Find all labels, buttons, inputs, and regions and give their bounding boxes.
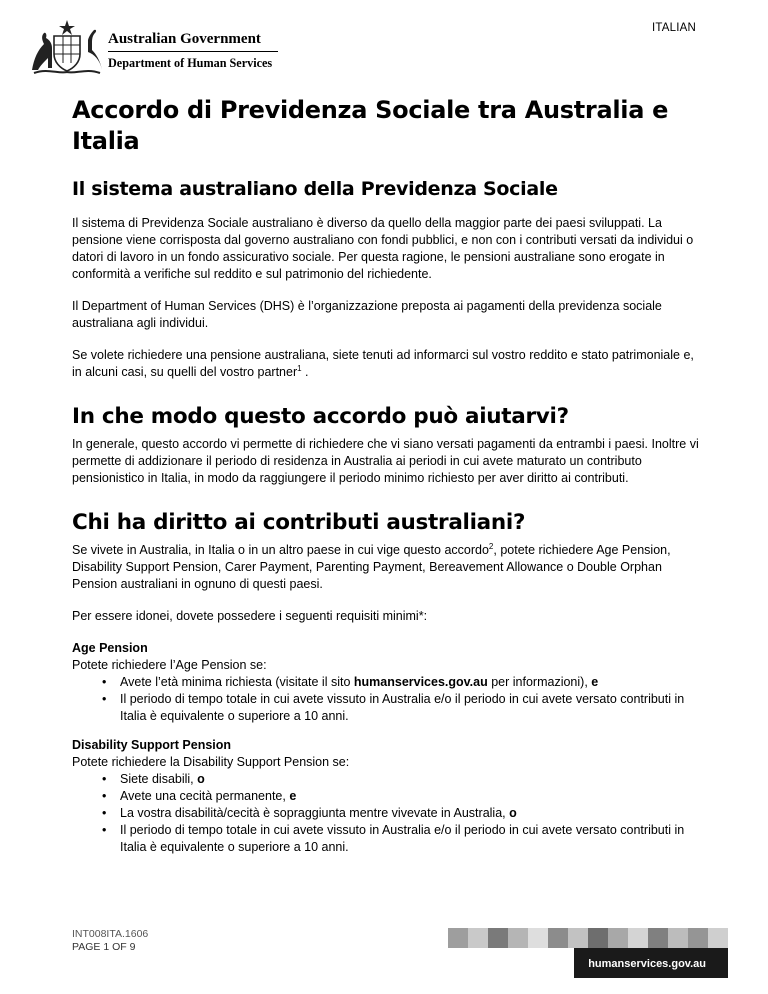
commonwealth-coat-of-arms-icon xyxy=(28,18,106,76)
paragraph xyxy=(72,347,700,381)
grey-tile xyxy=(488,928,508,948)
paragraph: In generale, questo accordo vi permette di richiedere che vi siano versati pagamenti da entrambi i paesi. Inoltre vi permette di addizionare il periodo di residenza in Australia ai periodi in cui avete maturato un contributo pensionistico in Italia, in modo da raggiungere il periodo minimo richiesto per aver diritto ai contributi. xyxy=(72,437,699,485)
paragraph-text: Se vivete in Australia, in Italia o in un altro paese in cui vige questo accordo xyxy=(72,543,489,557)
grey-tile xyxy=(708,928,728,948)
list-item-text: per informazioni), xyxy=(487,675,592,689)
list-item xyxy=(102,788,700,805)
document-body xyxy=(72,95,700,868)
grey-tile xyxy=(608,928,628,948)
paragraph: Il Department of Human Services (DHS) è l’organizzazione preposta ai pagamenti della previdenza sociale australiana agli individui. xyxy=(72,299,662,330)
list-item xyxy=(102,674,700,691)
grey-tile-strip xyxy=(448,928,728,948)
grey-tile xyxy=(668,928,688,948)
document-title: Accordo di Previdenza Sociale tra Australia e Italia xyxy=(72,96,669,155)
subheading-age-pension: Age Pension xyxy=(72,641,148,655)
footer-website-link[interactable]: humanservices.gov.au xyxy=(588,958,706,970)
list-item-text: La vostra disabilità/cecità è sopraggiunta mentre vivevate in Australia, xyxy=(120,806,510,820)
logo-department-name: Department of Human Services xyxy=(108,56,273,70)
grey-tile xyxy=(448,928,468,948)
list-item xyxy=(102,771,700,788)
conjunction: e xyxy=(591,675,599,689)
footnote-ref: 2 xyxy=(488,541,494,551)
section-heading-who-is-eligible: Chi ha diritto ai contributi australiani? xyxy=(72,510,526,535)
grey-tile xyxy=(648,928,668,948)
paragraph: Il sistema di Previdenza Sociale australiano è diverso da quello della maggior parte dei paesi sviluppati. La pensione viene corrisposta dal governo australiano con fondi pubblici, e non con i contributi versati da individui o datori di lavoro in un fondo assicurativo sociale. Per questa ragione, le pensioni australiane sono erogate in conformità a verifiche sul reddito e sul patrimonio del richiedente. xyxy=(72,216,694,281)
grey-tile xyxy=(628,928,648,948)
website-link[interactable]: humanservices.gov.au xyxy=(353,675,488,689)
language-tag: ITALIAN xyxy=(651,22,696,34)
page-number: PAGE 1 OF 9 xyxy=(72,941,136,953)
document-code: INT008ITA.1606 xyxy=(72,928,149,940)
list-intro: Potete richiedere l’Age Pension se: xyxy=(72,658,267,672)
paragraph-text: . xyxy=(301,365,309,379)
grey-tile xyxy=(528,928,548,948)
paragraph: Per essere idonei, dovete possedere i seguenti requisiti minimi*: xyxy=(72,609,428,623)
list-item-text: Avete una cecità permanente, xyxy=(120,789,290,803)
logo-divider xyxy=(108,51,278,52)
grey-tile xyxy=(508,928,528,948)
subheading-disability-support-pension: Disability Support Pension xyxy=(72,738,232,752)
list-intro: Potete richiedere la Disability Support Pension se: xyxy=(72,755,350,769)
list-item-text: Siete disabili, xyxy=(120,772,198,786)
grey-tile xyxy=(568,928,588,948)
requirements-list-disability-support-pension xyxy=(72,771,700,856)
footnote-ref: 1 xyxy=(297,363,302,373)
list-item: • Il periodo di tempo totale in cui avete vissuto in Australia e/o il periodo in cui avete versato contributi in Italia è equivalente o superiore a 10 anni. xyxy=(102,822,700,856)
list-item xyxy=(102,805,700,822)
grey-tile xyxy=(588,928,608,948)
paragraph-text: , potete richiedere Age Pension, Disability Support Pension, Carer Payment, Parenting Payment, Bereavement Allowance o Double Orphan Pension australiani in ognuno di questi paesi. xyxy=(72,543,671,591)
requirements-list-age-pension xyxy=(72,674,700,725)
logo-government-name: Australian Government xyxy=(108,31,261,47)
conjunction: e xyxy=(289,789,297,803)
conjunction: o xyxy=(197,772,205,786)
grey-tile xyxy=(548,928,568,948)
grey-tile xyxy=(468,928,488,948)
conjunction: o xyxy=(509,806,517,820)
list-item-text: Avete l’età minima richiesta (visitate il sito xyxy=(120,675,354,689)
paragraph-text: Se volete richiedere una pensione australiana, siete tenuti ad informarci sul vostro reddito e stato patrimoniale e, in alcuni casi, su quelli del vostro partner xyxy=(72,348,694,379)
australian-government-logo xyxy=(28,18,288,80)
list-item: • Il periodo di tempo totale in cui avete vissuto in Australia e/o il periodo in cui avete versato contributi in Italia è equivalente o superiore a 10 anni. xyxy=(102,691,700,725)
section-heading-social-security-system: Il sistema australiano della Previdenza Sociale xyxy=(72,178,558,200)
section-heading-how-agreement-helps: In che modo questo accordo può aiutarvi? xyxy=(72,404,569,429)
grey-tile xyxy=(688,928,708,948)
paragraph xyxy=(72,542,700,593)
humanservices-footer-banner xyxy=(448,928,728,978)
